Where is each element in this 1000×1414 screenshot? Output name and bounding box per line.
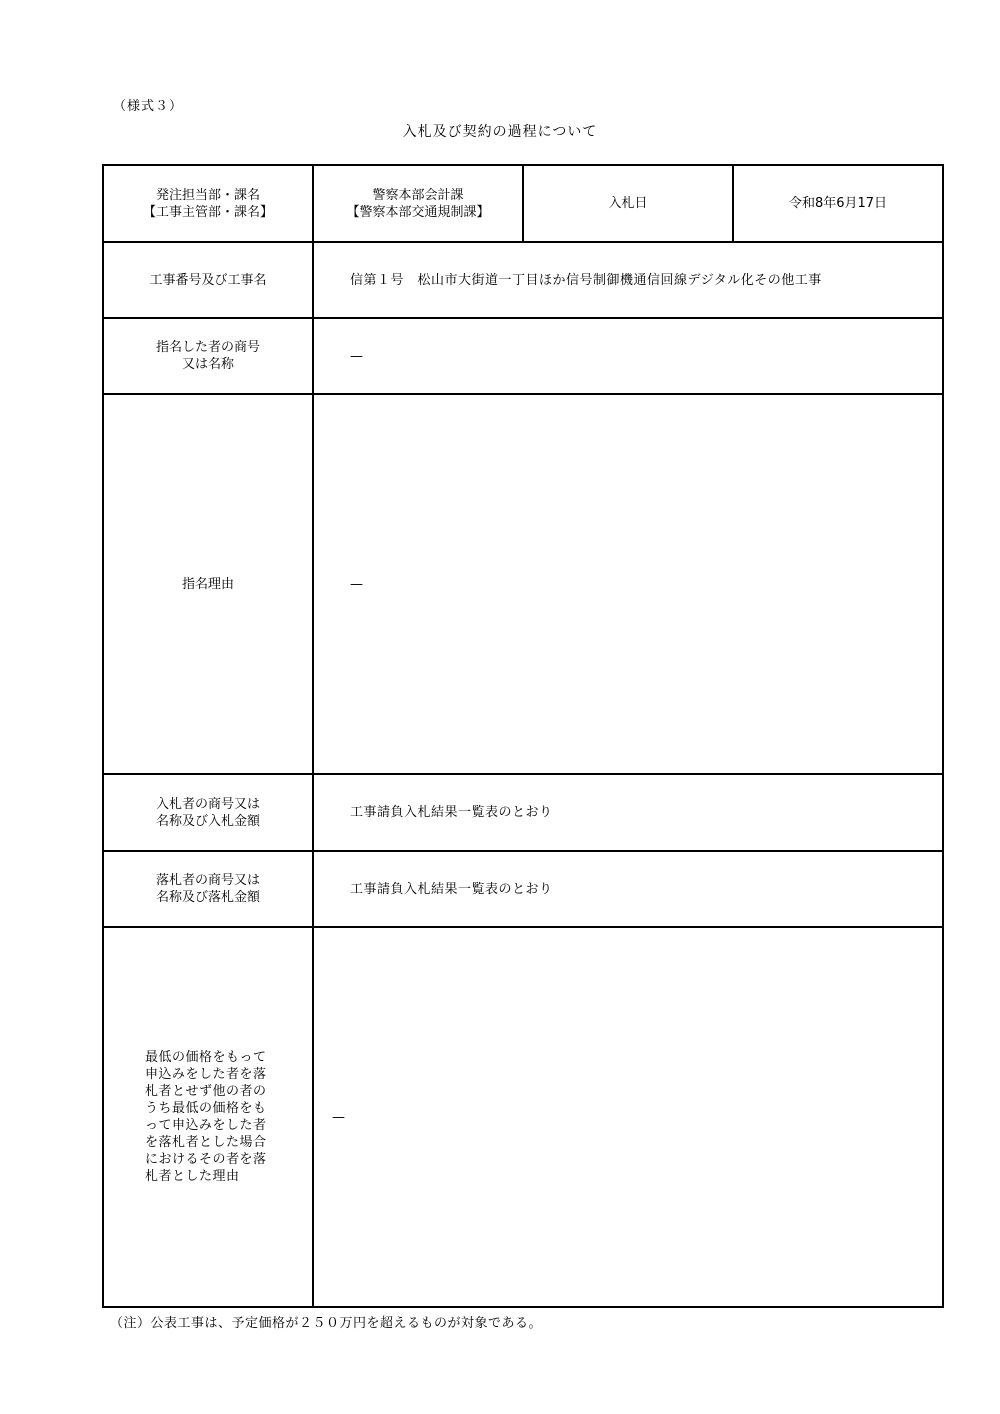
- winner-label-line-2: 名称及び落札金額: [155, 890, 260, 905]
- department-label-line-1: 発注担当部・課名: [155, 187, 260, 203]
- row-winner: [103, 851, 943, 927]
- winner-value: 工事請負入札結果一覧表のとおり: [313, 851, 943, 927]
- lowest-reason-label-line-6: を落札者とした場合: [145, 1135, 267, 1150]
- document-title: 入札及び契約の過程について: [402, 124, 598, 140]
- lowest-reason-label-line-7: におけるその者を落: [145, 1152, 267, 1167]
- project-value: 信第１号 松山市大街道一丁目ほか信号制御機通信回線デジタル化その他工事: [313, 242, 943, 318]
- nominee-value: —: [313, 318, 943, 394]
- lowest-reason-label: [103, 927, 313, 1307]
- row-nomination-reason: [103, 394, 943, 774]
- lowest-reason-label-line-5: って申込みをした者: [145, 1118, 267, 1133]
- winner-label: [103, 851, 313, 927]
- winner-label-line-1: 落札者の商号又は: [155, 873, 260, 888]
- lowest-reason-label-line-3: 札者とせず他の者の: [145, 1084, 267, 1099]
- lowest-reason-label-line-1: 最低の価格をもって: [145, 1050, 267, 1065]
- bidders-value: 工事請負入札結果一覧表のとおり: [313, 774, 943, 851]
- form-number: （様式３）: [113, 99, 184, 114]
- department-value-line-2: 【警察本部交通規制課】: [346, 204, 490, 220]
- department-label: [103, 165, 313, 242]
- bidders-label-line-2: 名称及び入札金額: [155, 813, 260, 829]
- department-value: [313, 165, 523, 242]
- department-value-line-1: 警察本部会計課: [372, 187, 464, 203]
- nominee-label-line-1: 指名した者の商号: [155, 340, 260, 355]
- nomination-reason-value: —: [313, 394, 943, 774]
- project-label: 工事番号及び工事名: [103, 242, 313, 318]
- nomination-reason-label: 指名理由: [103, 394, 313, 774]
- lowest-reason-value: —: [313, 927, 943, 1307]
- row-bidders: [103, 774, 943, 851]
- nominee-label-line-2: 又は名称: [181, 357, 234, 372]
- bid-date-value: 令和8年6月17日: [733, 165, 943, 242]
- bid-date-label: 入札日: [523, 165, 733, 242]
- row-lowest-reason: [103, 927, 943, 1307]
- row-project: [103, 242, 943, 318]
- lowest-reason-label-line-4: うち最低の価格をも: [145, 1101, 267, 1116]
- department-label-line-2: 【工事主管部・課名】: [142, 204, 273, 220]
- nominee-label: [103, 318, 313, 394]
- row-nominee: [103, 318, 943, 394]
- bidders-label-line-1: 入札者の商号又は: [155, 796, 260, 812]
- lowest-reason-label-line-2: 申込みをした者を落: [145, 1067, 267, 1082]
- row-department: [103, 165, 943, 242]
- bidders-label: [103, 774, 313, 851]
- bid-process-table: [102, 164, 944, 1308]
- footnote: （注）公表工事は、予定価格が２５０万円を超えるものが対象である。: [110, 1316, 543, 1331]
- lowest-reason-label-line-8: 札者とした理由: [145, 1169, 240, 1184]
